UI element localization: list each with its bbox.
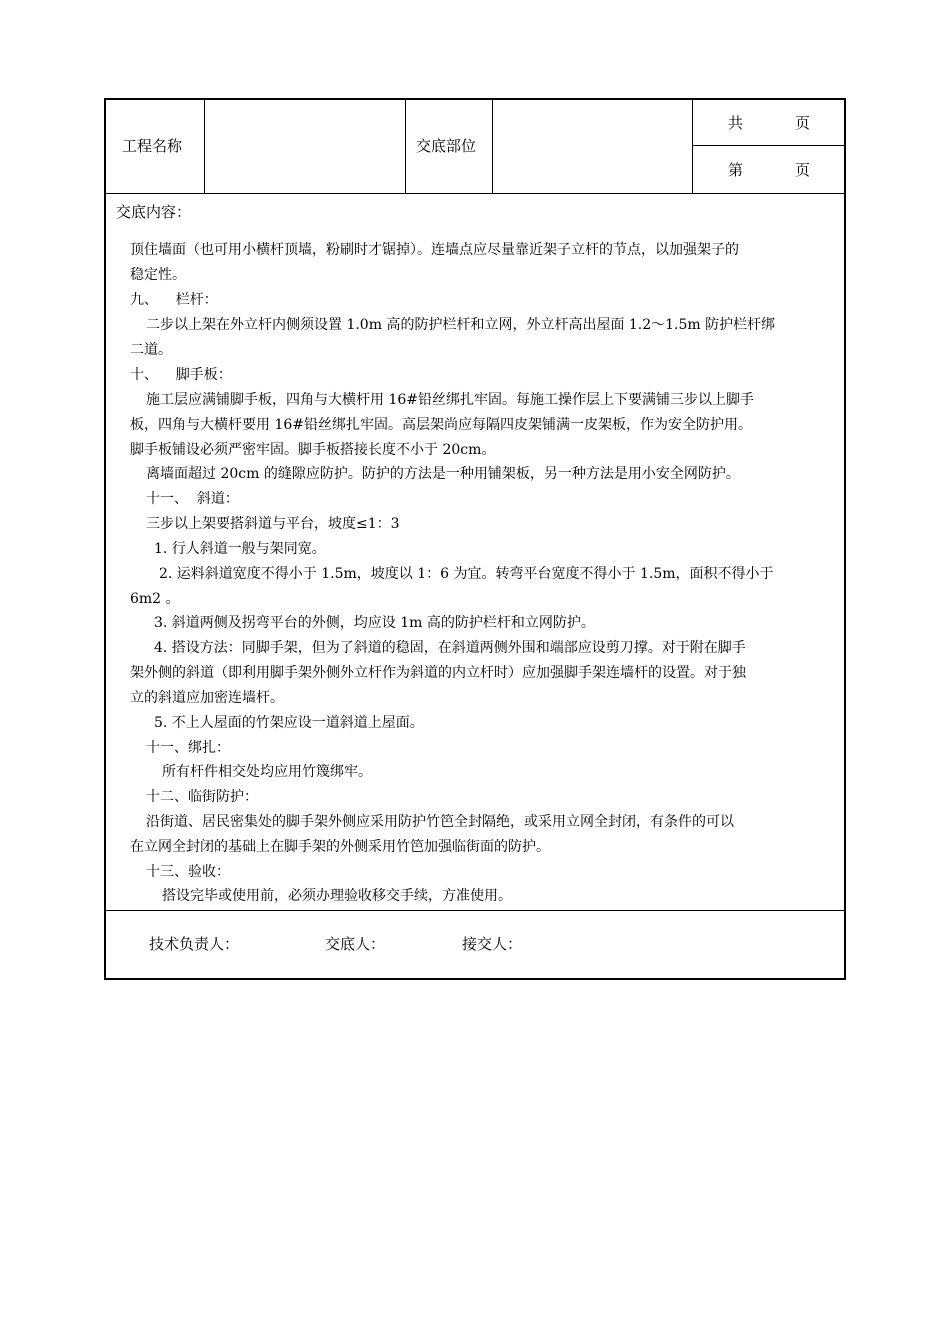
content-line: 顶住墙面（也可用小横杆顶墙，粉刷时才锯掉）。连墙点应尽量靠近架子立杆的节点，以加强架子的 — [130, 242, 739, 258]
content-line: 5. 不上人屋面的竹架应设一道斜道上屋面。 — [154, 715, 424, 731]
content-line: 6m2 。 — [130, 591, 180, 607]
divider — [492, 100, 493, 193]
section-heading: 十一、绑扎： — [146, 740, 230, 756]
content-line: 沿街道、居民密集处的脚手架外侧应采用防护竹笆全封隔绝，或采用立网全封闭，有条件的可以 — [146, 814, 734, 830]
section-heading: 十三、验收： — [146, 864, 230, 880]
section-heading: 十一、 斜道： — [146, 491, 239, 507]
page-number-unit: 页 — [795, 161, 811, 179]
divider — [405, 100, 406, 193]
receiver-label: 接交人： — [462, 935, 523, 953]
content-title: 交底内容： — [116, 203, 192, 221]
content-line: 立的斜道应加密连墙杆。 — [130, 690, 284, 706]
content-line: 架外侧的斜道（即利用脚手架外侧外立杆作为斜道的内立杆时）应加强脚手架连墙杆的设置。对于独 — [130, 665, 746, 681]
section-heading: 九、 栏杆： — [130, 292, 218, 308]
content-line: 二道。 — [130, 342, 172, 358]
content-line: 在立网全封闭的基础上在脚手架的外侧采用竹笆加强临街面的防护。 — [130, 839, 550, 855]
section-heading: 十二、临街防护： — [146, 789, 258, 805]
disclosure-form — [104, 98, 846, 980]
disclosure-content — [106, 194, 844, 910]
content-line: 4. 搭设方法：同脚手架，但为了斜道的稳固，在斜道两侧外围和端部应设剪刀撑。对于附在脚手 — [154, 640, 746, 656]
content-line: 所有杆件相交处均应用竹篾绑牢。 — [162, 764, 372, 780]
total-pages-label: 共 — [728, 114, 744, 132]
page-number-label: 第 — [728, 161, 744, 179]
content-line: 离墙面超过 20cm 的缝隙应防护。防护的方法是一种用铺架板，另一种方法是用小安全网防护。 — [146, 466, 740, 482]
content-line: 3. 斜道两侧及拐弯平台的外侧，均应设 1m 高的防护栏杆和立网防护。 — [154, 615, 595, 631]
content-line: 搭设完毕或使用前，必须办理验收移交手续，方准使用。 — [162, 888, 512, 904]
project-name-label: 工程名称 — [122, 137, 183, 155]
content-line: 1. 行人斜道一般与架同宽。 — [154, 541, 326, 557]
content-line: 三步以上架要搭斜道与平台，坡度≤1：3 — [146, 516, 400, 532]
total-pages-unit: 页 — [795, 114, 811, 132]
content-line: 2. 运料斜道宽度不得小于 1.5m，坡度以 1：6 为宜。转弯平台宽度不得小于 1.5m，面积不得小于 — [159, 566, 774, 582]
divider — [693, 145, 844, 146]
content-line: 板，四角与大横杆要用 16#铅丝绑扎牢固。高层架尚应每隔四皮架铺满一皮架板，作为安全防护用。 — [130, 417, 752, 433]
divider — [204, 100, 205, 193]
tech-lead-label: 技术负责人： — [149, 935, 240, 953]
content-line: 稳定性。 — [130, 267, 186, 283]
discloser-label: 交底人： — [325, 935, 386, 953]
content-line: 二步以上架在外立杆内侧须设置 1.0m 高的防护栏杆和立网，外立杆高出屋面 1.2～1.5m 防护栏杆绑 — [146, 317, 776, 333]
content-line: 脚手板铺设必须严密牢固。脚手板搭接长度不小于 20cm。 — [130, 442, 496, 458]
signature-row — [106, 910, 844, 981]
divider — [692, 100, 693, 193]
form-header — [106, 100, 844, 194]
content-line: 施工层应满铺脚手板，四角与大横杆用 16#铅丝绑扎牢固。每施工操作层上下要满铺三步以上脚手 — [146, 392, 754, 408]
location-label: 交底部位 — [416, 137, 477, 155]
section-heading: 十、 脚手板： — [130, 367, 232, 383]
